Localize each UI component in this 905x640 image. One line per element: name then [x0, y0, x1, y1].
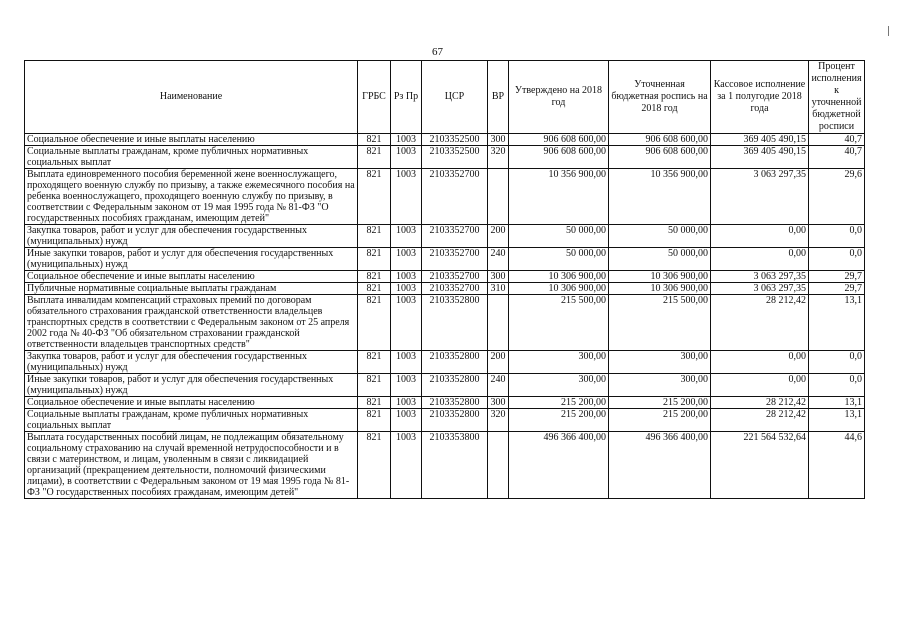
row-rzpr: 1003: [391, 295, 422, 351]
row-grbs: 821: [358, 169, 391, 225]
row-name: Выплата единовременного пособия беременной жене военнослужащего, проходящего военную службу по призыву, а также ежемесячного пособия на ребенка военнослужащего, проходящего военную службу по призыву, в соответствии с Федеральным законом от 19 мая 1995 года № 81-ФЗ "О государственных пособиях гражданам, имеющим детей": [25, 169, 358, 225]
table-row: [25, 225, 865, 248]
row-executed: 3 063 297,35: [711, 283, 809, 295]
row-vr: [488, 169, 509, 225]
header-grbs: ГРБС: [358, 61, 391, 134]
row-grbs: 821: [358, 374, 391, 397]
row-rzpr: 1003: [391, 351, 422, 374]
row-refined: 10 356 900,00: [609, 169, 711, 225]
row-grbs: 821: [358, 409, 391, 432]
row-approved: 10 306 900,00: [509, 283, 609, 295]
page-number: 67: [432, 46, 443, 58]
row-executed: 0,00: [711, 351, 809, 374]
row-executed: 0,00: [711, 374, 809, 397]
header-vr: ВР: [488, 61, 509, 134]
row-refined: 906 608 600,00: [609, 146, 711, 169]
row-grbs: 821: [358, 295, 391, 351]
table-row: [25, 134, 865, 146]
row-csr: 2103352800: [422, 409, 488, 432]
row-name: Иные закупки товаров, работ и услуг для обеспечения государственных (муниципальных) нужд: [25, 248, 358, 271]
row-vr: 300: [488, 271, 509, 283]
row-rzpr: 1003: [391, 283, 422, 295]
row-grbs: 821: [358, 351, 391, 374]
row-vr: 320: [488, 409, 509, 432]
row-refined: 50 000,00: [609, 248, 711, 271]
row-approved: 300,00: [509, 374, 609, 397]
row-grbs: 821: [358, 283, 391, 295]
row-approved: 10 356 900,00: [509, 169, 609, 225]
row-rzpr: 1003: [391, 134, 422, 146]
row-percent: 0,0: [809, 374, 865, 397]
row-vr: 200: [488, 351, 509, 374]
row-vr: 320: [488, 146, 509, 169]
row-percent: 13,1: [809, 409, 865, 432]
row-vr: [488, 432, 509, 499]
row-rzpr: 1003: [391, 271, 422, 283]
row-refined: 10 306 900,00: [609, 271, 711, 283]
table-row: [25, 295, 865, 351]
table-header-row: [25, 61, 865, 134]
header-rzpr: Рз Пр: [391, 61, 422, 134]
header-percent: Процент исполнения к уточненной бюджетной росписи: [809, 61, 865, 134]
budget-execution-table: [24, 60, 865, 499]
table-row: [25, 409, 865, 432]
row-csr: 2103352800: [422, 295, 488, 351]
row-rzpr: 1003: [391, 225, 422, 248]
row-grbs: 821: [358, 134, 391, 146]
header-csr: ЦСР: [422, 61, 488, 134]
row-refined: 215 500,00: [609, 295, 711, 351]
scan-edge-mark: [888, 26, 889, 36]
row-csr: 2103352700: [422, 248, 488, 271]
row-vr: 310: [488, 283, 509, 295]
row-executed: 0,00: [711, 225, 809, 248]
row-percent: 40,7: [809, 134, 865, 146]
row-refined: 215 200,00: [609, 409, 711, 432]
row-name: Социальные выплаты гражданам, кроме публичных нормативных социальных выплат: [25, 146, 358, 169]
row-name: Выплата государственных пособий лицам, не подлежащим обязательному социальному страхованию на случай временной нетрудоспособности и в связи с материнством, и лицам, уволенным в связи с ликвидацией организаций (прекращением деятельности, полномочий физическими лицами), в соответствии с Федеральным законом от 19 мая 1995 года № 81-ФЗ "О государственных пособиях гражданам, имеющим детей": [25, 432, 358, 499]
row-percent: 44,6: [809, 432, 865, 499]
row-refined: 50 000,00: [609, 225, 711, 248]
row-grbs: 821: [358, 432, 391, 499]
table-row: [25, 351, 865, 374]
row-percent: 0,0: [809, 225, 865, 248]
row-grbs: 821: [358, 248, 391, 271]
row-approved: 906 608 600,00: [509, 134, 609, 146]
row-percent: 40,7: [809, 146, 865, 169]
row-percent: 29,7: [809, 271, 865, 283]
row-rzpr: 1003: [391, 374, 422, 397]
row-rzpr: 1003: [391, 169, 422, 225]
table-row: [25, 248, 865, 271]
row-name: Социальное обеспечение и иные выплаты населению: [25, 397, 358, 409]
row-csr: 2103352500: [422, 134, 488, 146]
table-row: [25, 169, 865, 225]
row-executed: 369 405 490,15: [711, 146, 809, 169]
row-approved: 496 366 400,00: [509, 432, 609, 499]
row-approved: 50 000,00: [509, 248, 609, 271]
row-executed: 221 564 532,64: [711, 432, 809, 499]
row-csr: 2103352500: [422, 146, 488, 169]
row-csr: 2103353800: [422, 432, 488, 499]
row-csr: 2103352700: [422, 225, 488, 248]
row-refined: 300,00: [609, 374, 711, 397]
table-row: [25, 432, 865, 499]
row-rzpr: 1003: [391, 409, 422, 432]
row-name: Иные закупки товаров, работ и услуг для обеспечения государственных (муниципальных) нужд: [25, 374, 358, 397]
row-name: Закупка товаров, работ и услуг для обеспечения государственных (муниципальных) нужд: [25, 225, 358, 248]
row-approved: 300,00: [509, 351, 609, 374]
row-executed: 3 063 297,35: [711, 271, 809, 283]
row-grbs: 821: [358, 225, 391, 248]
row-rzpr: 1003: [391, 248, 422, 271]
row-percent: 29,6: [809, 169, 865, 225]
row-csr: 2103352700: [422, 283, 488, 295]
row-name: Выплата инвалидам компенсаций страховых премий по договорам обязательного страхования гражданской ответственности владельцев транспортных средств в соответствии с Федеральным законом от 25 апреля 2002 года № 40-ФЗ "Об обязательном страховании гражданской ответственности владельцев транспортных средств": [25, 295, 358, 351]
row-rzpr: 1003: [391, 397, 422, 409]
row-percent: 13,1: [809, 397, 865, 409]
row-vr: 240: [488, 248, 509, 271]
row-name: Социальное обеспечение и иные выплаты населению: [25, 271, 358, 283]
header-refined: Уточненная бюджетная роспись на 2018 год: [609, 61, 711, 134]
row-vr: [488, 295, 509, 351]
table-row: [25, 374, 865, 397]
row-vr: 240: [488, 374, 509, 397]
table-row: [25, 283, 865, 295]
table-row: [25, 146, 865, 169]
row-executed: 28 212,42: [711, 397, 809, 409]
row-approved: 215 200,00: [509, 409, 609, 432]
row-name: Социальное обеспечение и иные выплаты населению: [25, 134, 358, 146]
row-approved: 10 306 900,00: [509, 271, 609, 283]
row-vr: 200: [488, 225, 509, 248]
row-grbs: 821: [358, 271, 391, 283]
row-name: Публичные нормативные социальные выплаты гражданам: [25, 283, 358, 295]
row-name: Социальные выплаты гражданам, кроме публичных нормативных социальных выплат: [25, 409, 358, 432]
row-executed: 369 405 490,15: [711, 134, 809, 146]
row-csr: 2103352800: [422, 397, 488, 409]
row-csr: 2103352800: [422, 374, 488, 397]
row-csr: 2103352800: [422, 351, 488, 374]
row-percent: 13,1: [809, 295, 865, 351]
table-row: [25, 271, 865, 283]
header-executed: Кассовое исполнение за 1 полугодие 2018 года: [711, 61, 809, 134]
row-approved: 215 200,00: [509, 397, 609, 409]
row-vr: 300: [488, 397, 509, 409]
row-refined: 300,00: [609, 351, 711, 374]
row-approved: 50 000,00: [509, 225, 609, 248]
table-row: [25, 397, 865, 409]
row-percent: 0,0: [809, 248, 865, 271]
header-approved: Утверждено на 2018 год: [509, 61, 609, 134]
row-rzpr: 1003: [391, 146, 422, 169]
row-approved: 215 500,00: [509, 295, 609, 351]
row-refined: 10 306 900,00: [609, 283, 711, 295]
row-executed: 28 212,42: [711, 295, 809, 351]
row-name: Закупка товаров, работ и услуг для обеспечения государственных (муниципальных) нужд: [25, 351, 358, 374]
row-approved: 906 608 600,00: [509, 146, 609, 169]
row-grbs: 821: [358, 397, 391, 409]
row-executed: 0,00: [711, 248, 809, 271]
row-csr: 2103352700: [422, 169, 488, 225]
header-name: Наименование: [25, 61, 358, 134]
row-refined: 496 366 400,00: [609, 432, 711, 499]
row-vr: 300: [488, 134, 509, 146]
row-csr: 2103352700: [422, 271, 488, 283]
row-percent: 0,0: [809, 351, 865, 374]
row-executed: 28 212,42: [711, 409, 809, 432]
row-percent: 29,7: [809, 283, 865, 295]
row-refined: 215 200,00: [609, 397, 711, 409]
row-rzpr: 1003: [391, 432, 422, 499]
row-refined: 906 608 600,00: [609, 134, 711, 146]
row-grbs: 821: [358, 146, 391, 169]
row-executed: 3 063 297,35: [711, 169, 809, 225]
